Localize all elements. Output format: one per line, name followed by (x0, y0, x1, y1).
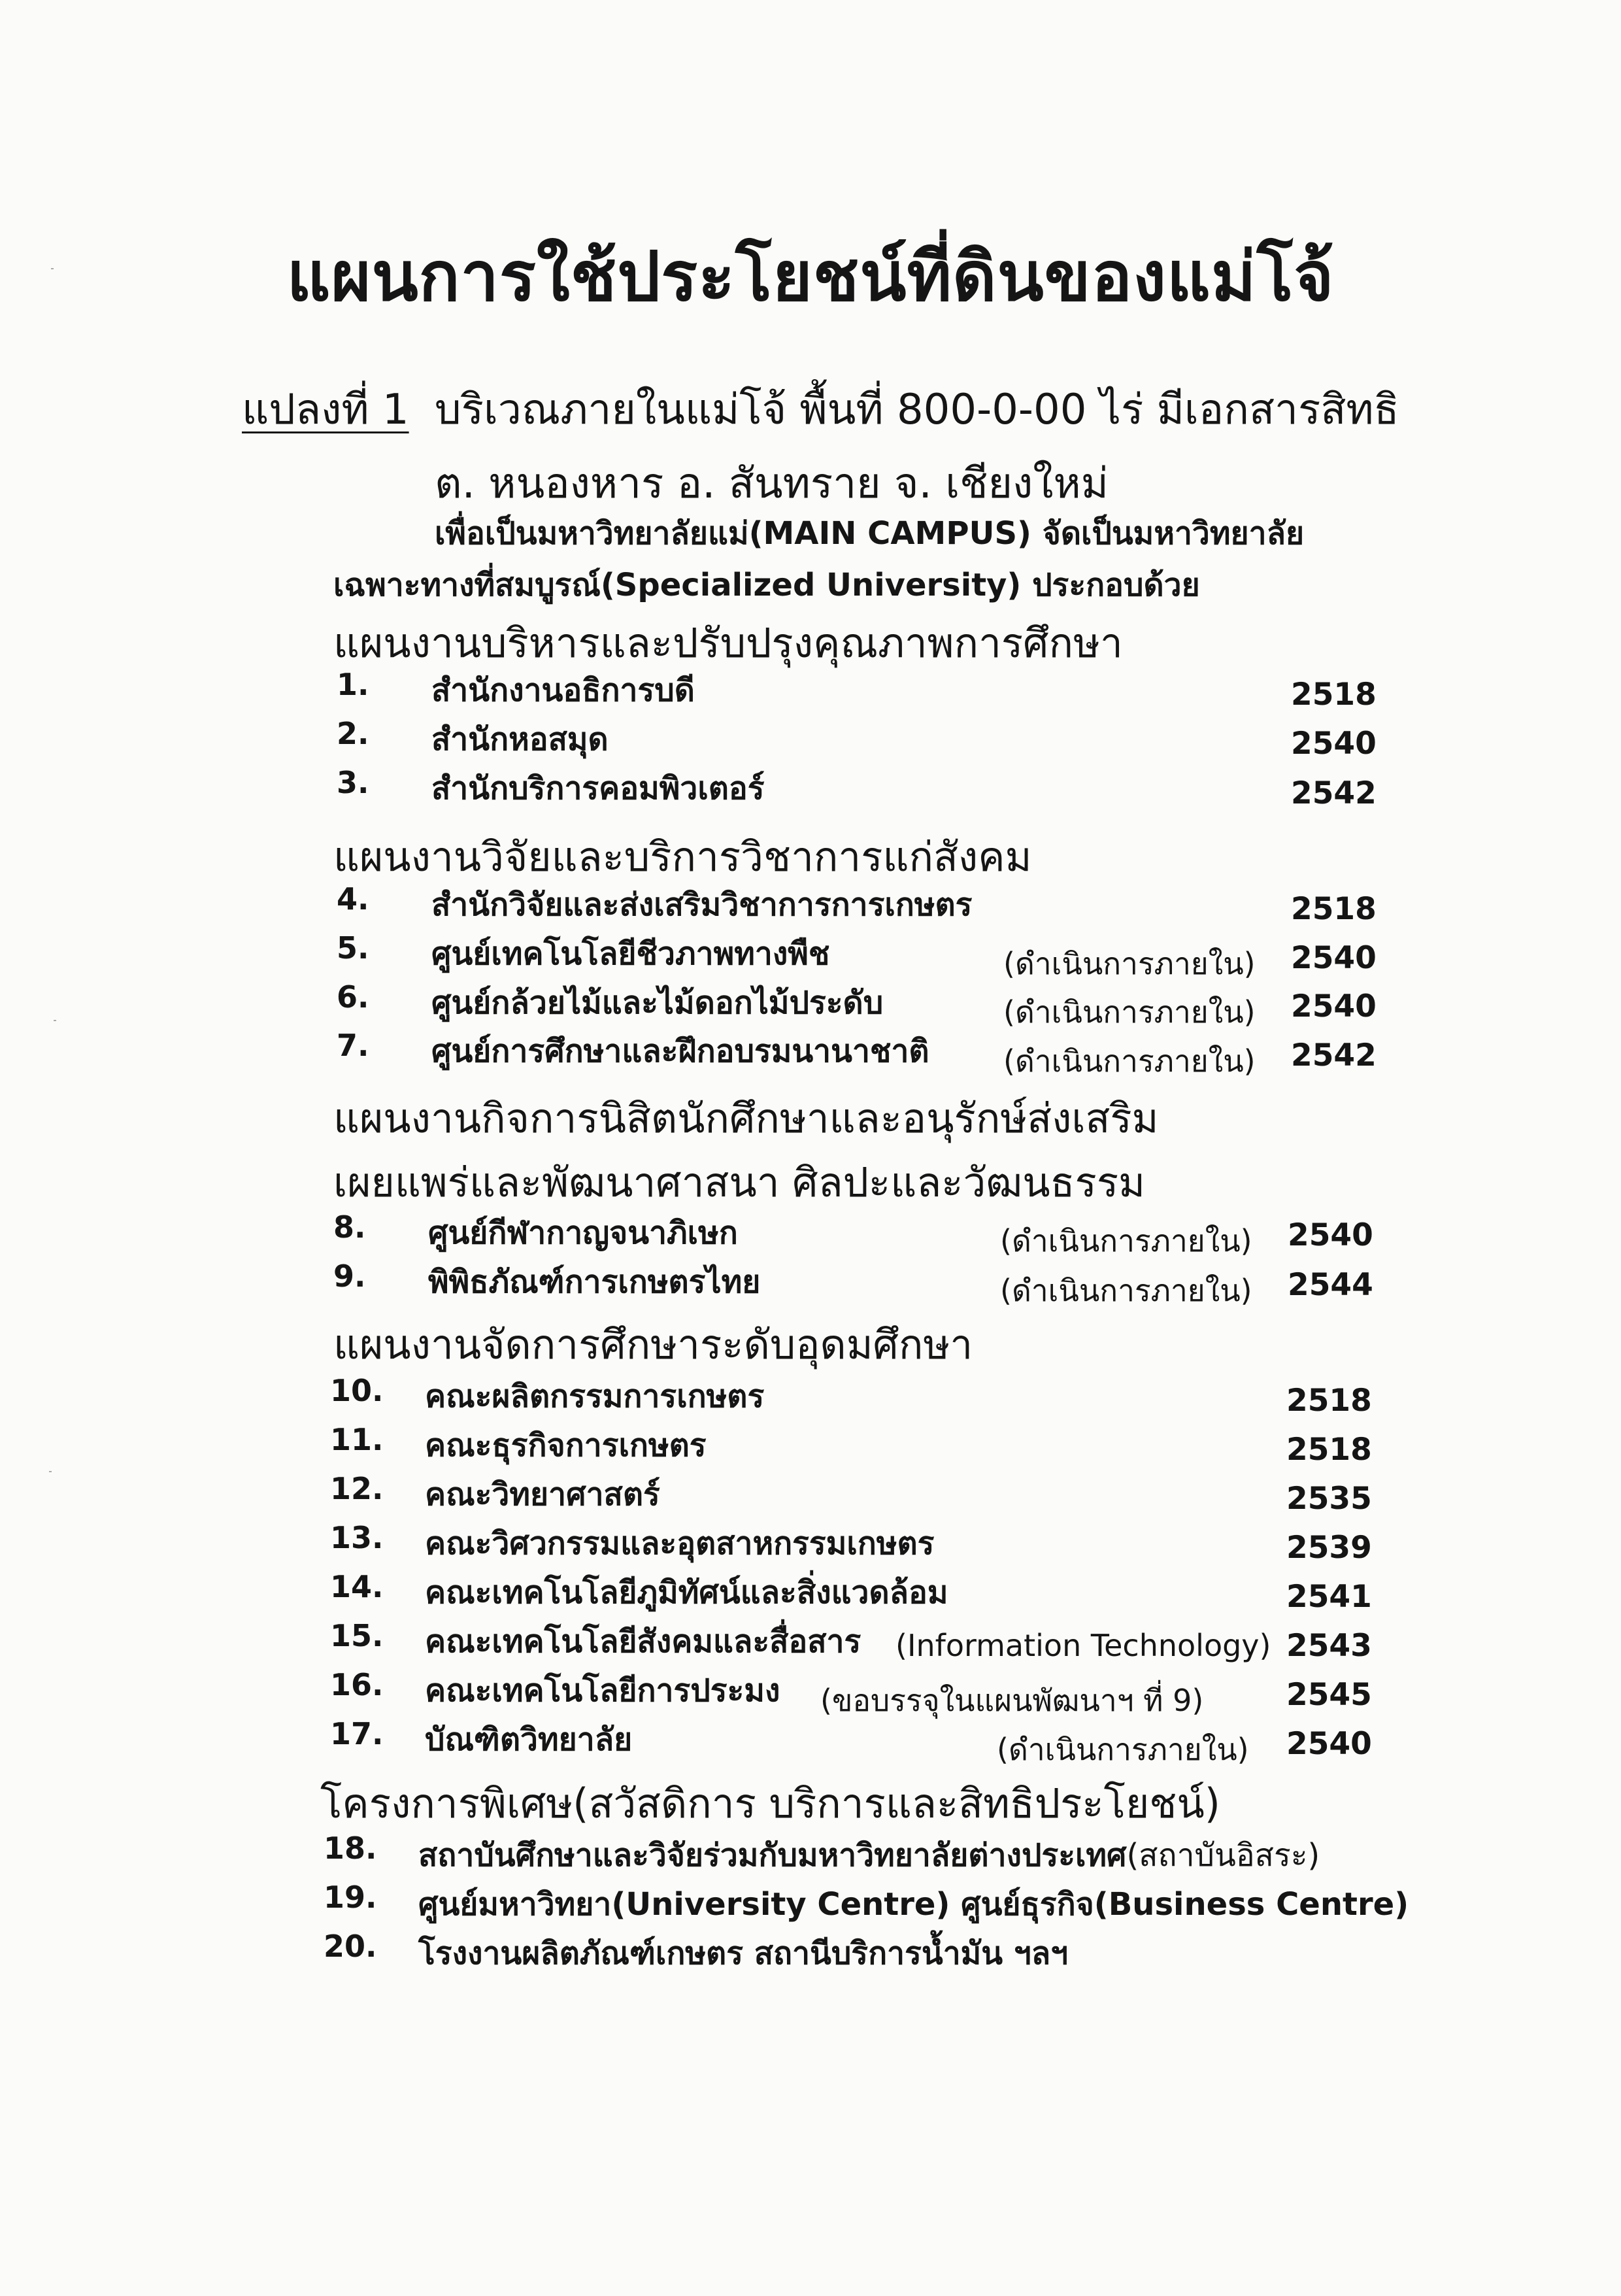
item-name: พิพิธภัณฑ์การเกษตรไทย (428, 1264, 761, 1300)
item-name: ศูนย์เทคโนโลยีชีวภาพทางพืช (431, 936, 830, 972)
item-year: 2542 (1291, 1038, 1377, 1073)
item-number: 13. (330, 1520, 384, 1555)
item-year: 2518 (1286, 1383, 1372, 1419)
item-number: 2. (337, 716, 369, 751)
section-heading-research: แผนงานวิจัยและบริการวิชาการแก่สังคม (333, 833, 1032, 881)
item-note: (ดำเนินการภายใน) (1003, 1043, 1256, 1079)
item-year: 2541 (1286, 1579, 1372, 1615)
item-name: สำนักงานอธิการบดี (431, 672, 695, 709)
item-name: บัณฑิตวิทยาลัย (425, 1721, 633, 1758)
item-year: 2518 (1291, 677, 1377, 713)
item-note: (ดำเนินการภายใน) (1000, 1273, 1252, 1308)
item-name (418, 1831, 1320, 1880)
item-year: 2540 (1291, 726, 1377, 762)
item-number: 16. (330, 1667, 384, 1702)
item-note: (ดำเนินการภายใน) (997, 1732, 1249, 1767)
scan-speck (51, 268, 54, 269)
item-number: 12. (330, 1471, 384, 1506)
item-year: 2540 (1291, 988, 1377, 1024)
item-name: ศูนย์กล้วยไม้และไม้ดอกไม้ประดับ (431, 985, 884, 1021)
item-number: 7. (337, 1028, 369, 1063)
item-note: (ดำเนินการภายใน) (1003, 994, 1256, 1030)
item-year: 2535 (1286, 1481, 1372, 1517)
item-name: คณะเทคโนโลยีภูมิทัศน์และสิ่งแวดล้อม (425, 1574, 948, 1611)
item-name: คณะผลิตกรรมการเกษตร (425, 1378, 765, 1415)
item-name: สำนักหอสมุด (431, 721, 609, 758)
item-note: (ดำเนินการภายใน) (1000, 1223, 1252, 1258)
item-year: 2518 (1286, 1432, 1372, 1468)
item-number: 14. (330, 1569, 384, 1604)
item-name: โรงงานผลิตภัณฑ์เกษตร สถานีบริการน้ำมัน ฯลฯ (418, 1935, 1069, 1972)
section-heading-student-affairs-line-2: เผยแพร่และพัฒนาศาสนา ศิลปะและวัฒนธรรม (333, 1158, 1145, 1206)
item-number: 1. (337, 667, 369, 702)
item-number: 6. (337, 979, 369, 1015)
item-year: 2543 (1286, 1628, 1372, 1664)
item-number: 5. (337, 930, 369, 966)
scan-speck (49, 1471, 52, 1472)
item-year: 2542 (1291, 775, 1377, 811)
item-name-note: (สถาบันอิสระ) (1126, 1837, 1320, 1874)
item-year: 2540 (1291, 940, 1377, 976)
item-name: คณะธุรกิจการเกษตร (425, 1427, 707, 1464)
item-year: 2518 (1291, 891, 1377, 927)
item-name: ศูนย์กีฬากาญจนาภิเษก (428, 1215, 738, 1251)
item-name: สำนักบริการคอมพิวเตอร์ (431, 770, 765, 807)
section-heading-special-projects: โครงการพิเศษ(สวัสดิการ บริการและสิทธิประโยชน์) (320, 1780, 1220, 1827)
page-title: แผนการใช้ประโยชน์ที่ดินของแม่โจ้ (286, 237, 1335, 316)
item-year: 2540 (1286, 1726, 1372, 1762)
item-year: 2539 (1286, 1530, 1372, 1566)
item-name: คณะวิทยาศาสตร์ (425, 1476, 660, 1513)
item-name: คณะวิศวกรรมและอุตสาหกรรมเกษตร (425, 1525, 935, 1562)
section-heading-student-affairs: แผนงานกิจการนิสิตนักศึกษาและอนุรักษ์ส่งเสริม (333, 1094, 1159, 1142)
item-name-bold: สถาบันศึกษาและวิจัยร่วมกับมหาวิทยาลัยต่างประเทศ (418, 1837, 1127, 1874)
item-number: 17. (330, 1716, 384, 1751)
item-name: คณะเทคโนโลยีสังคมและสื่อสาร (425, 1623, 861, 1660)
item-number: 11. (330, 1422, 384, 1457)
item-number: 15. (330, 1618, 384, 1653)
item-year: 2544 (1288, 1267, 1373, 1303)
scan-speck (54, 1020, 56, 1021)
item-number: 3. (337, 765, 369, 800)
item-note: (Information Technology) (895, 1628, 1271, 1663)
item-name: ศูนย์มหาวิทยา(University Centre) ศูนย์ธุรกิจ(Business Centre) (418, 1886, 1409, 1923)
item-year: 2545 (1286, 1677, 1372, 1713)
plot-description: บริเวณภายในแม่โจ้ พื้นที่ 800-0-00 ไร่ มีเอกสารสิทธิ (435, 386, 1399, 434)
item-name: คณะเทคโนโลยีการประมง (425, 1672, 780, 1709)
item-number: 8. (333, 1209, 366, 1245)
item-name: สำนักวิจัยและส่งเสริมวิชาการการเกษตร (431, 886, 973, 923)
plot-purpose-line-2: เฉพาะทางที่สมบูรณ์(Specialized University) ประกอบด้วย (333, 567, 1200, 603)
item-number: 20. (324, 1929, 377, 1964)
item-number: 18. (324, 1831, 377, 1866)
item-note: (ขอบรรจุในแผนพัฒนาฯ ที่ 9) (820, 1683, 1204, 1718)
section-heading-administration: แผนงานบริหารและปรับปรุงคุณภาพการศึกษา (333, 619, 1123, 667)
plot-label: แปลงที่ 1 (242, 386, 409, 434)
item-number: 10. (330, 1373, 384, 1408)
item-number: 9. (333, 1258, 366, 1294)
item-number: 4. (337, 881, 369, 917)
item-name: ศูนย์การศึกษาและฝึกอบรมนานาชาติ (431, 1033, 929, 1070)
plot-purpose-line-1: เพื่อเป็นมหาวิทยาลัยแม่(MAIN CAMPUS) จัดเป็นมหาวิทยาลัย (435, 515, 1305, 552)
item-note: (ดำเนินการภายใน) (1003, 946, 1256, 981)
section-heading-higher-education: แผนงานจัดการศึกษาระดับอุดมศึกษา (333, 1321, 973, 1368)
plot-location: ต. หนองหาร อ. สันทราย จ. เชียงใหม่ (435, 460, 1109, 508)
item-year: 2540 (1288, 1217, 1373, 1253)
item-number: 19. (324, 1880, 377, 1915)
